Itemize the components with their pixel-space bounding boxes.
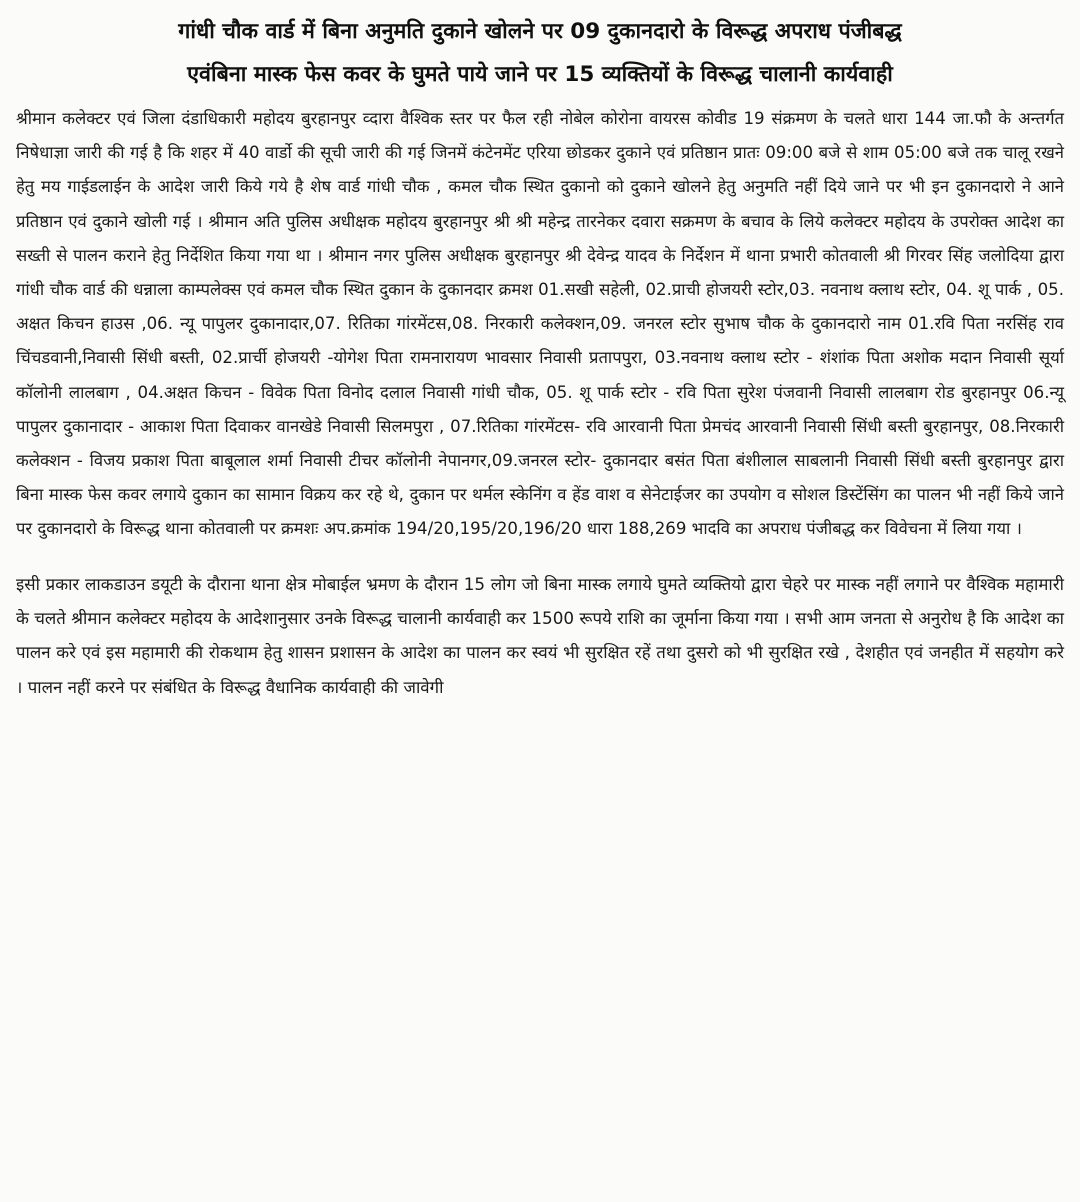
heading-line-2: एवंबिना मास्क फेस कवर के घुमते पाये जाने पर 15 व्यक्तियों के विरूद्ध चालानी कार्यवाही — [187, 62, 893, 87]
body-paragraph-1: श्रीमान कलेक्टर एवं जिला दंडाधिकारी महोदय बुरहानपुर व्दारा वैश्विक स्तर पर फैल रही नोबेल कोरोना वायरस कोवीड 19 संक्रमण के चलते धारा 144 जा.फौ के अन्तर्गत निषेधाज्ञा जारी की गई है कि शहर में 40 वार्डो की सूची जारी की गई जिनमें कंटेनमेंट एरिया छोडकर दुकाने एवं प्रतिष्ठान प्रातः 09:00 बजे से शाम 05:00 बजे तक चालू रखने हेतु मय गाईडलाईन के आदेश जारी किये गये है शेष वार्ड गांधी चौक , कमल चौक स्थित दुकानो को दुकाने खोलने हेतु अनुमति नहीं दिये जाने पर भी इन दुकानदारो ने आने प्रतिष्ठान एवं दुकाने खोली गई । श्रीमान अति पुलिस अधीक्षक महोदय बुरहानपुर श्री श्री महेन्द्र तारनेकर दवारा सक्रमण के बचाव के लिये कलेक्टर महोदय के उपरोक्त आदेश का सख्ती से पालन कराने हेतु निर्देशित किया गया था । श्रीमान नगर पुलिस अधीक्षक बुरहानपुर श्री देवेन्द्र यादव के निर्देशन में थाना प्रभारी कोतवाली श्री गिरवर सिंह जलोदिया द्वारा गांधी चौक वार्ड की धन्नाला काम्पलेक्स एवं कमल चौक स्थित दुकान के दुकानदार क्रमश 01.सखी सहेली, 02.प्राची होजयरी स्टोर,03. नवनाथ क्लाथ स्टोर, 04. शू पार्क , 05. अक्षत किचन हाउस ,06. न्यू पापुलर दुकानादार,07. रितिका गांरमेंटस,08. निरकारी कलेक्शन,09. जनरल स्टोर सुभाष चौक के दुकानदारो नाम 01.रवि पिता नरसिंह राव चिंचडवानी,निवासी सिंधी बस्ती, 02.प्रार्ची होजयरी -योगेश पिता रामनारायण भावसार निवासी प्रतापपुरा, 03.नवनाथ क्लाथ स्टोर - शंशांक पिता अशोक मदान निवासी सूर्या कॉलोनी लालबाग , 04.अक्षत किचन - विवेक पिता विनोद दलाल निवासी गांधी चौक, 05. शू पार्क स्टोर - रवि पिता सुरेश पंजवानी निवासी लालबाग रोड बुरहानपुर 06.न्यू पापुलर दुकानादार - आकाश पिता दिवाकर वानखेडे निवासी सिलमपुरा , 07.रितिका गांरमेंटस- रवि आरवानी पिता प्रेमचंद आरवानी निवासी सिंधी बस्ती बुरहानपुर, 08.निरकारी कलेक्शन - विजय प्रकाश पिता बाबूलाल शर्मा निवासी टीचर कॉलोनी नेपानगर,09.जनरल स्टोर- दुकानदार बसंत पिता बंशीलाल साबलानी निवासी सिंधी बस्ती बुरहानपुर द्वारा बिना मास्क फेस कवर लगाये दुकान का सामान विक्रय कर रहे थे, दुकान पर थर्मल स्केनिंग व हेंड वाश व सेनेटाईजर का उपयोग व सोशल डिस्टेंसिंग का पालन भी नहीं किये जाने पर दुकानदारो के विरूद्ध थाना कोतवाली पर क्रमशः अप.क्रमांक 194/20,195/20,196/20 धारा 188,269 भादवि का अपराध पंजीबद्ध कर विवेचना में लिया गया । — [16, 109, 1064, 539]
body-paragraph-2: इसी प्रकार लाकडाउन डयूटी के दौराना थाना क्षेत्र मोबाईल भ्रमण के दौरान 15 लोग जो बिना मास्क लगाये घुमते व्यक्तियो द्वारा चेहरे पर मास्क नहीं लगाने पर वैश्विक महामारी के चलते श्रीमान कलेक्टर महोदय के आदेशानुसार उनके विरूद्ध चालानी कार्यवाही कर 1500 रूपये राशि का जूर्माना किया गया । सभी आम जनता से अनुरोध है कि आदेश का पालन करे एवं इस महामारी की रोकथाम हेतु शासन प्रशासन के आदेश का पालन कर स्वयं भी सुरक्षित रहें तथा दुसरो को भी सुरक्षित रखे , देशहीत एवं जनहीत में सहयोग करे । पालन नहीं करने पर संबंधित के विरूद्ध वैधानिक कार्यवाही की जावेगी — [16, 573, 1064, 697]
heading-line-1: गांधी चौक वार्ड में बिना अनुमति दुकाने खोलने पर 09 दुकानदारो के विरूद्ध अपराध पंजीबद्ध — [178, 19, 902, 44]
document-heading — [16, 10, 1064, 96]
